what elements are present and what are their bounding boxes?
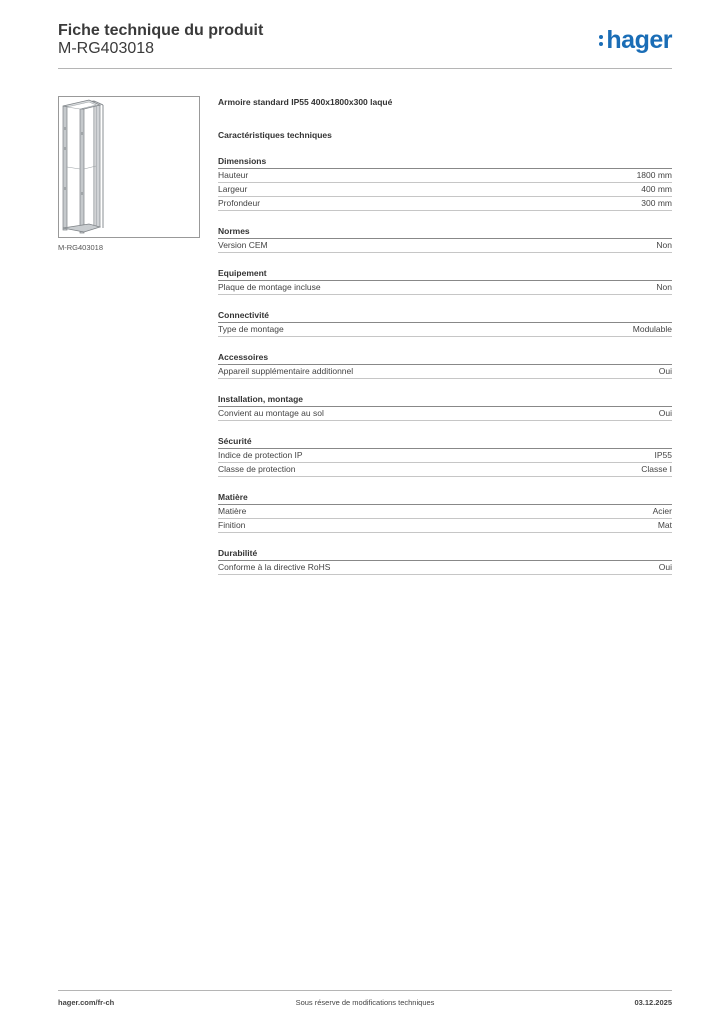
spec-value: Classe I <box>641 464 672 474</box>
section-title: Connectivité <box>218 309 672 323</box>
spec-row <box>218 449 672 463</box>
section-title: Sécurité <box>218 435 672 449</box>
spec-row <box>218 561 672 575</box>
spec-label: Version CEM <box>218 240 268 250</box>
spec-row <box>218 183 672 197</box>
section-title: Dimensions <box>218 155 672 169</box>
spec-label: Type de montage <box>218 324 284 334</box>
spec-value: Non <box>656 240 672 250</box>
spec-row <box>218 239 672 253</box>
spec-row <box>218 169 672 183</box>
spec-label: Matière <box>218 506 247 516</box>
spec-label: Hauteur <box>218 170 249 180</box>
footer-divider <box>58 990 672 991</box>
spec-row <box>218 407 672 421</box>
spec-value: Oui <box>658 366 672 376</box>
header-divider <box>58 68 672 69</box>
spec-label: Plaque de montage incluse <box>218 282 321 292</box>
spec-row <box>218 463 672 477</box>
spec-section <box>218 351 672 379</box>
spec-sections <box>218 155 672 575</box>
section-title: Normes <box>218 225 672 239</box>
spec-label: Indice de protection IP <box>218 450 303 460</box>
page-footer <box>58 998 672 1010</box>
spec-value: Mat <box>657 520 672 530</box>
footer-date: 03.12.2025 <box>634 998 672 1007</box>
footer-website: hager.com/fr-ch <box>58 998 115 1007</box>
image-caption: M-RG403018 <box>58 243 104 252</box>
spec-row <box>218 197 672 211</box>
product-name: Armoire standard IP55 400x1800x300 laqué <box>218 97 393 107</box>
spec-content <box>218 96 672 575</box>
spec-label: Largeur <box>218 184 248 194</box>
logo-dots-icon <box>599 35 603 46</box>
spec-value: 300 mm <box>641 198 672 208</box>
section-title: Installation, montage <box>218 393 672 407</box>
spec-heading: Caractéristiques techniques <box>218 130 332 140</box>
spec-row <box>218 519 672 533</box>
spec-section <box>218 435 672 477</box>
spec-value: Acier <box>652 506 672 516</box>
spec-label: Classe de protection <box>218 464 296 474</box>
spec-section <box>218 309 672 337</box>
spec-label: Finition <box>218 520 246 530</box>
spec-value: Oui <box>658 562 672 572</box>
spec-label: Conforme à la directive RoHS <box>218 562 331 572</box>
hager-logo <box>599 26 672 55</box>
section-title: Durabilité <box>218 547 672 561</box>
logo-text: hager <box>606 26 672 54</box>
spec-label: Convient au montage au sol <box>218 408 324 418</box>
page-header <box>58 22 672 68</box>
spec-section <box>218 155 672 211</box>
spec-value: 1800 mm <box>636 170 672 180</box>
spec-value: Oui <box>658 408 672 418</box>
spec-section <box>218 547 672 575</box>
spec-row <box>218 323 672 337</box>
spec-value: Non <box>656 282 672 292</box>
spec-row <box>218 281 672 295</box>
footer-disclaimer: Sous réserve de modifications techniques <box>295 998 435 1007</box>
product-reference: M-RG403018 <box>58 40 155 57</box>
spec-value: 400 mm <box>641 184 672 194</box>
product-image <box>58 96 200 238</box>
spec-value: Modulable <box>632 324 672 334</box>
spec-section <box>218 225 672 253</box>
section-title: Matière <box>218 491 672 505</box>
page-title: Fiche technique du produit <box>58 22 264 39</box>
cabinet-frame-image <box>59 97 199 237</box>
spec-section <box>218 491 672 533</box>
spec-value: IP55 <box>654 450 672 460</box>
spec-row <box>218 365 672 379</box>
spec-label: Profondeur <box>218 198 261 208</box>
spec-section <box>218 267 672 295</box>
section-title: Accessoires <box>218 351 672 365</box>
spec-row <box>218 505 672 519</box>
spec-section <box>218 393 672 421</box>
section-title: Equipement <box>218 267 672 281</box>
spec-label: Appareil supplémentaire additionnel <box>218 366 354 376</box>
